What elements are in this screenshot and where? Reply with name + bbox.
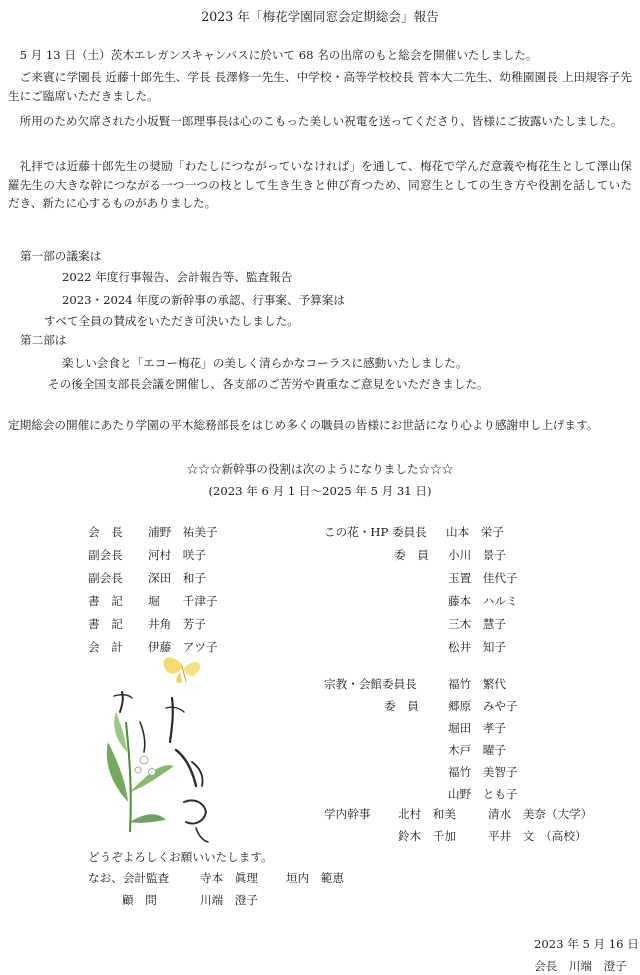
roles-heading: ☆☆☆新幹事の役割は次のようになりました☆☆☆ [186, 462, 454, 476]
roles-period: (2023 年 6 月 1 日～2025 年 5 月 31 日) [208, 484, 432, 498]
section1-item: 2022 年度行事報告、会計報告等、監査報告 [62, 270, 293, 284]
section1-result: すべて全員の賛成をいただき可決いたしました。 [44, 314, 299, 328]
religion-chair-role: 宗教・会館委員長 [324, 677, 417, 691]
advisor-label: 顧 問 [122, 893, 157, 907]
officer-name: 河村 咲子 [148, 548, 206, 562]
auditor-label: なお、会計監査 [88, 871, 170, 885]
officer-role: 会 長 [88, 525, 123, 539]
officer-name: 伊藤 アツ子 [148, 640, 218, 654]
religion-member: 木戸 曜子 [448, 743, 506, 757]
konohana-member: 三木 慧子 [448, 617, 506, 631]
konohana-chair-name: 山本 栄子 [446, 525, 504, 539]
religion-member: 堀田 孝子 [448, 721, 506, 735]
closing-text: どうぞよろしくお願いいたします。 [88, 850, 273, 864]
konohana-chair-role: この花・HP 委員長 [324, 525, 427, 539]
religion-member: 山野 とも子 [448, 787, 518, 801]
paragraph-telegram: 所用のため欠席された小坂賢一郎理事長は心のこもった美しい祝電を送ってくださり、皆様にご披露いたしました。 [19, 114, 623, 128]
section1-heading: 第一部の議案は [20, 249, 102, 263]
konohana-member: 藤本 ハルミ [448, 594, 518, 608]
officer-role: 書 記 [88, 594, 123, 608]
campus-member: 鈴木 千加 [398, 829, 456, 843]
paragraph-worship: 礼拝では近藤十郎先生の奨励「わたしにつながっていなければ」を通して、梅花で学んだ意義や梅花生として澤山保羅先生の大きな幹につながる一つ一つの枝として生き生きと伸び育つため、同窓生としての生き方や役割を話していただき、新たに心するものがありました。 [8, 159, 632, 210]
konohana-member: 小川 景子 [448, 548, 506, 562]
officer-role: 書 記 [88, 617, 123, 631]
officer-name: 堀 千津子 [148, 594, 218, 608]
officer-role: 副会長 [88, 571, 123, 585]
officer-name: 浦野 祐美子 [148, 525, 218, 539]
konohana-member: 松井 知子 [448, 640, 506, 654]
religion-chair-name: 福竹 繁代 [448, 677, 506, 691]
konohana-member: 玉置 佳代子 [448, 571, 518, 585]
flower-illustration [100, 652, 235, 847]
section2-item: 楽しい会食と「エコー梅花」の美しく清らかなコーラスに感動いたしました。 [62, 356, 468, 370]
officer-name: 井角 芳子 [148, 617, 206, 631]
campus-member: 平井 文 （高校） [488, 829, 587, 843]
officer-name: 深田 和子 [148, 571, 206, 585]
paragraph-meeting: 5 月 13 日（土）茨木エレガンスキャンパスに於いて 68 名の出席のもと総会を開催いたしました。 [19, 48, 538, 62]
religion-member: 福竹 美智子 [448, 765, 518, 779]
advisor-name: 川端 澄子 [200, 893, 258, 907]
thanks-text: 定期総会の開催にあたり学園の平木総務部長をはじめ多くの職員の皆様にお世話になり心より感謝申し上げます。 [8, 418, 599, 432]
konohana-member-role: 委 員 [394, 548, 429, 562]
signature: 会長 川端 澄子 [534, 959, 627, 973]
section1-item: 2023・2024 年度の新幹事の承認、行事案、予算案は [62, 293, 345, 307]
officer-role: 副会長 [88, 548, 123, 562]
auditor-name: 寺本 眞理 [200, 871, 258, 885]
butterfly-icon [163, 657, 200, 683]
religion-member-role: 委 員 [384, 699, 419, 713]
officer-role: 会 計 [88, 640, 123, 654]
report-date: 2023 年 5 月 16 日 [534, 937, 639, 951]
religion-member: 郷原 みや子 [448, 699, 518, 713]
plant-icon [107, 712, 174, 832]
section2-heading: 第二部は [20, 333, 67, 347]
auditor-name: 垣内 範恵 [286, 871, 344, 885]
paragraph-guests: ご来賓に学園長 近藤十郎先生、学長 長澤修一先生、中学校・高等学校校長 菅本大二先生、幼稚園園長 上田規容子先生にご臨席いただきました。 [8, 70, 632, 103]
section2-item: その後全国支部長会議を開催し、各支部のご苦労や貴重なご意見をいただきました。 [48, 377, 489, 391]
campus-role: 学内幹事 [324, 807, 371, 821]
campus-member: 北村 和美 [398, 807, 456, 821]
campus-member: 清水 美奈（大学） [488, 807, 593, 821]
page-title: 2023 年「梅花学園同窓会定期総会」報告 [201, 9, 439, 24]
